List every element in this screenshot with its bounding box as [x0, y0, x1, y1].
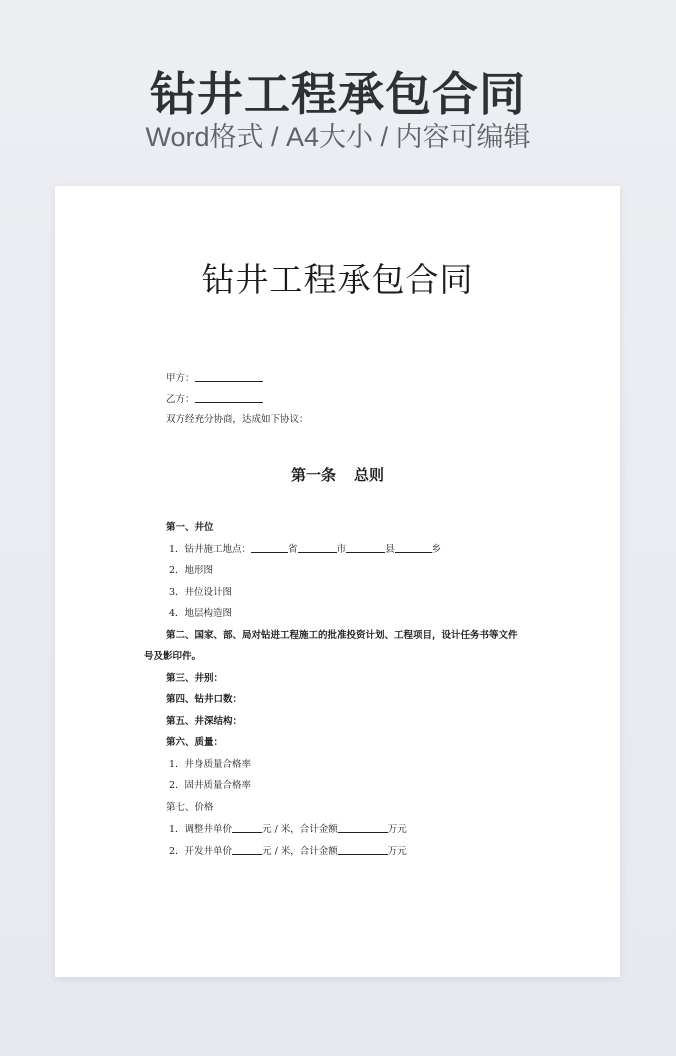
- agreement-statement: 双方经充分协商，达成如下协议：: [166, 414, 309, 425]
- adjust-unit-price-blank[interactable]: [232, 822, 262, 833]
- cementing-quality-item: 2．固井质量合格率: [169, 780, 252, 791]
- adjust-unit-label: 元 / 米，合计金额: [262, 824, 338, 835]
- drilling-site-line: [169, 542, 441, 557]
- city-label: 市: [336, 544, 347, 555]
- banner-subtitle: Word格式 / A4大小 / 内容可编辑: [145, 122, 531, 152]
- party-a-line: [166, 371, 263, 386]
- article-number: 第一条: [290, 466, 336, 484]
- well-design-item: 3．井位设计图: [169, 587, 233, 598]
- well-structure-heading: 第五、井深结构：: [166, 716, 243, 727]
- city-blank[interactable]: [298, 542, 337, 553]
- township-blank[interactable]: [395, 542, 432, 553]
- well-location-heading: 第一、井位: [166, 522, 214, 533]
- adjust-total-blank[interactable]: [338, 822, 388, 833]
- article-name: 总则: [354, 466, 385, 484]
- strata-structure-item: 4．地层构造图: [169, 608, 233, 619]
- county-blank[interactable]: [346, 542, 385, 553]
- develop-unit-label: 元 / 米，合计金额: [262, 846, 338, 857]
- well-type-heading: 第三、井别：: [166, 673, 224, 684]
- township-label: 乡: [431, 544, 442, 555]
- terrain-map-item: 2．地形图: [169, 565, 214, 576]
- approval-paragraph-line2: 号及影印件。: [144, 651, 202, 662]
- party-b-label: 乙方：: [166, 394, 195, 405]
- develop-total-unit: 万元: [387, 846, 407, 857]
- party-b-line: [166, 392, 263, 407]
- document-title: 钻井工程承包合同: [201, 260, 474, 299]
- develop-unit-price-blank[interactable]: [232, 844, 262, 855]
- county-label: 县: [385, 544, 395, 555]
- banner-title: 钻井工程承包合同: [150, 67, 526, 121]
- drilling-site-label: 1．钻井施工地点：: [169, 544, 252, 555]
- party-b-blank[interactable]: [195, 392, 263, 403]
- quality-heading: 第六、质量：: [166, 737, 224, 748]
- province-label: 省: [288, 544, 298, 555]
- document-page: [55, 186, 620, 977]
- adjust-total-unit: 万元: [387, 824, 407, 835]
- price-heading: 第七、价格: [166, 802, 214, 813]
- article-heading: [55, 464, 620, 486]
- approval-paragraph-line1: 第二、国家、部、局对钻进工程施工的批准投资计划、工程项目，设计任务书等文件: [166, 630, 518, 641]
- develop-well-price-line: [169, 844, 407, 859]
- party-a-label: 甲方：: [166, 373, 195, 384]
- adjust-well-price-label: 1．调整井单价: [169, 824, 233, 835]
- adjust-well-price-line: [169, 822, 407, 837]
- develop-well-price-label: 2．开发井单价: [169, 846, 233, 857]
- well-body-quality-item: 1．井身质量合格率: [169, 759, 252, 770]
- develop-total-blank[interactable]: [338, 844, 388, 855]
- party-a-blank[interactable]: [195, 371, 263, 382]
- well-count-heading: 第四、钻井口数：: [166, 694, 243, 705]
- province-blank[interactable]: [251, 542, 288, 553]
